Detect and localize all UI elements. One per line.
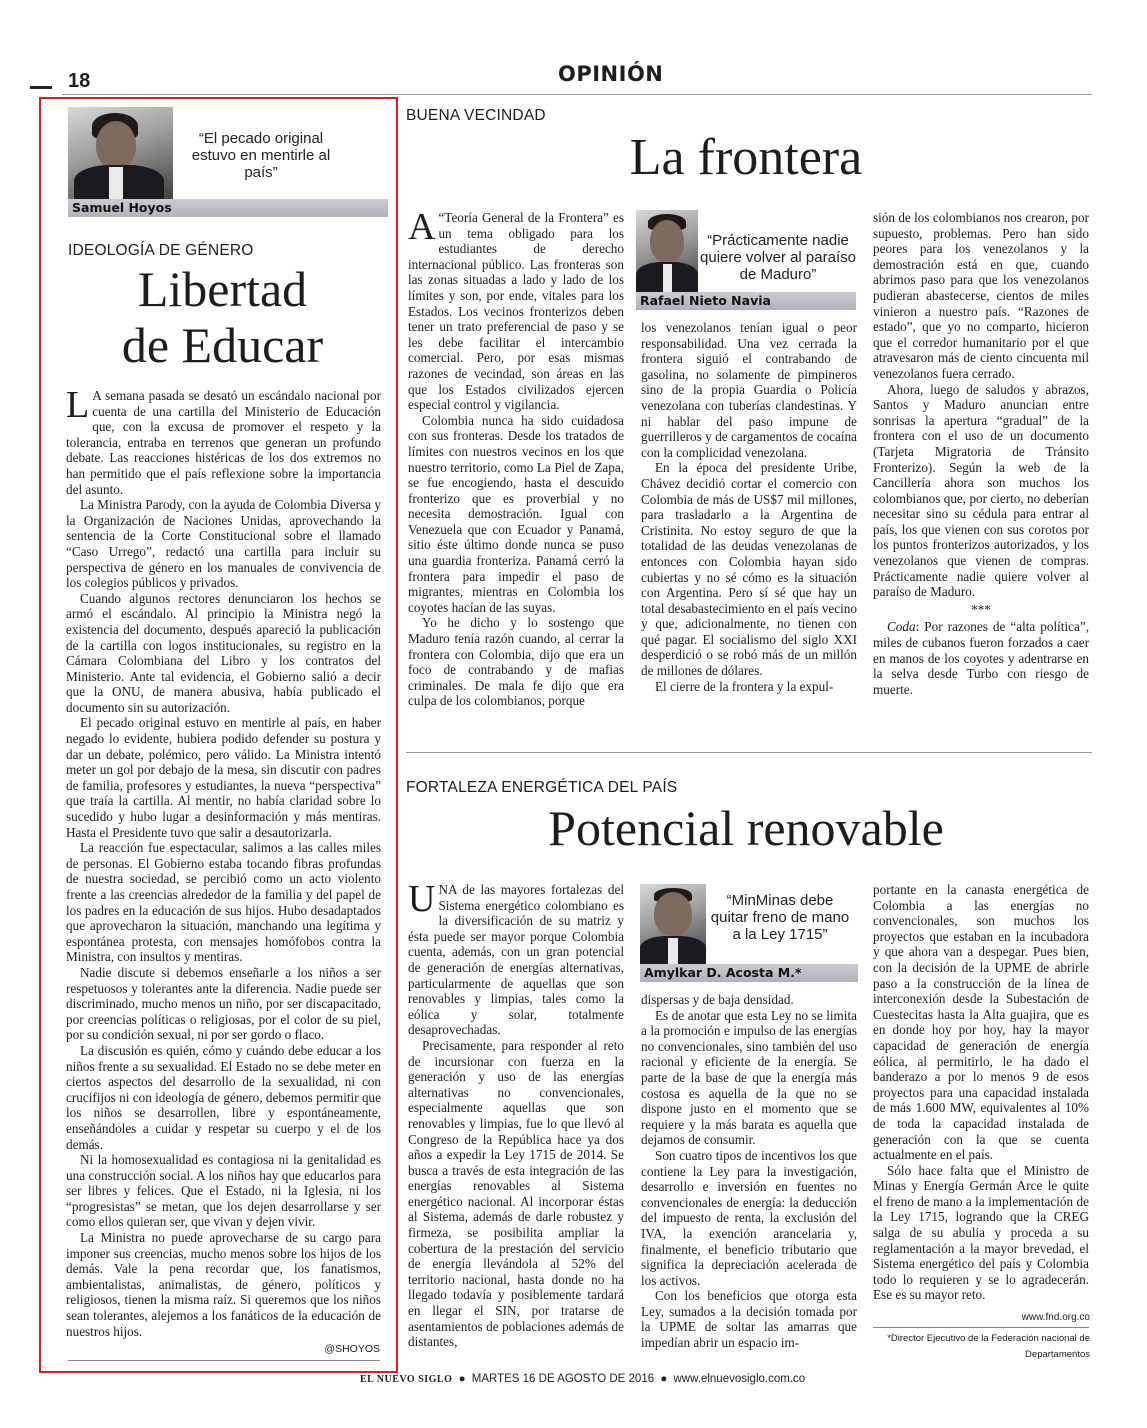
bottom-col-2 [641,992,857,1351]
paragraph: La Ministra Parody, con la ayuda de Colombia Diversa y la Organización de Naciones Unidas, aprovechando la sentencia de la Corte Constitucional sobre el llamado “Caso Urrego”, redactó una cartilla para incluir su perspectiva de género en los manuales de convivencia de los colegios públicos y privados. [66,497,381,591]
coda-text: : Por razones de “alta política”, miles de cubanos fueron forzados a caer en manos de los coyotes y adentrarse en la selva desde Turbo con riesgo de muerte. [873,619,1089,697]
footer [360,1370,1060,1388]
paragraph: En la época del presidente Uribe, Chávez decidió cortar el comercio con Colombia de más de US$7 mil millones, para trasladarlo a la Argentina de Cristinita. No estoy seguro de que la totalidad de las deudas venezolanas de entonces con Colombia hayan sido cubiertas y no sé cómo es la situación con Argentina. Pero sí sé que hay un total desabastecimiento en el país vecino y que, adicionalmente, no tienen con qué pagar. El socialismo del siglo XXI desperdició o se robó más de un millón de millones de dólares. [641,460,857,679]
left-end-rule [68,1360,380,1361]
bullet-icon: ● [458,1373,466,1385]
footnote-rule [873,1327,1089,1328]
paragraph: A semana pasada se desató un escándalo nacional por cuenta de una cartilla del Ministerio de Educación que, con la excusa de promover el respeto y la tolerancia, entraba en terrenos que generan un profundo debate. Las reacciones histéricas de los dos extremos no han permitido que el país reflexione sobre la importancia del asunto. [66,388,381,497]
top-col-2 [641,320,857,694]
paragraph: El cierre de la frontera y la expul- [655,678,834,694]
paragraph: La discusión es quién, cómo y cuándo debe educar a los niños frente a su sexualidad. El Estado no se debe meter en ciertos aspectos del desarrollo de la sexualidad, ni con crucifijos ni con ideología de género, debemos permitir que los niños se desarrollen, libre y espontáneamente, enseñándoles a cuidar y respetar su cuerpo y el de los demás. [66,1042,381,1152]
paragraph: La reacción fue espectacular, salimos a las calles miles de personas. El Gobierno estaba tocando fibras profundas de nuestra sociedad, se percibió como un acto violento frente a las creencias alrededor de la familia y del papel de los padres en la educación de sus hijos. Hubo desadaptados que aprovecharon la situación, manchando una legítima y espontánea protesta, con mensajes homófobos contra la Ministra, con insultos y mentiras. [66,840,381,965]
footer-brand: EL NUEVO SIGLO [360,1374,453,1385]
author-footnote: *Director Ejecutivo de la Federación nacional de Departamentos [887,1333,1090,1360]
kicker-left: IDEOLOGÍA DE GÉNERO [68,242,254,259]
bottom-col-3 [873,882,1089,1303]
bottom-col-1 [408,878,624,1350]
dropcap-top: A [408,206,436,248]
paragraph: Ahora, luego de saludos y abrazos, Santos y Maduro anuncian entre sonrisas la apertura “gradual” de la frontera con el uso de un documento (Tarjeta Migratoria de Tránsito Fronterizo). Según la web de la Cancillería ahora son muchos los colombianos que, por cierto, no deberían necesitar sino su cédula para entrar al país, los que vienen con sus corotos por los puntos fronterizos autorizados, y los venezolanos que vienen de compras. Prácticamente nadie quiere volver al paraíso de Maduro. [873,381,1089,600]
kicker-bottom: FORTALEZA ENERGÉTICA DEL PAÍS [406,779,678,796]
headline-left-line2: de Educar [121,317,324,373]
article-divider [406,752,1092,753]
paragraph: Ni la homosexualidad es contagiosa ni la genitalidad es una construcción social. A los niños hay que educarlos para ser libres y felices. Que el Estado, ni la Iglesia, ni los “progresistas” se metan, que los dejen desarrollarse y ser como ellos quieran ser, que vivan y dejen vivir. [66,1152,381,1230]
top-col-1 [408,206,624,709]
author-name-samuel-hoyos: Samuel Hoyos [68,199,388,217]
paragraph: Es de anotar que esta Ley no se limita a la promoción e impulso de las energías no convencionales, sino también del uso racional y eficiente de la energía. Se parte de la base de que la energía más costosa es aquella de la que no se dispone justo en el momento que se requiere y la más barata es aquella que dejamos de consumir. [641,1007,857,1148]
author-photo-samuel-hoyos [68,107,173,203]
page-number: 18 [68,70,91,92]
paragraph: Cuando algunos rectores denunciaron los hechos se armó el escándalo. Al principio la Ministra negó la existencia del documento, después apareció la publicación de la cartilla con logos institucionales, su registro en la Cámara Colombiana del Libro y los contratos del Ministerio. Ante tal evidencia, el Gobierno salió a decir que la ONU, de manera abusiva, había publicado el documento sin su autorización. [66,590,381,715]
pull-quote-left: “El pecado original estuvo en mentirle al país” [191,130,331,181]
article-body-left [66,384,381,1339]
separator: *** [971,601,991,617]
author-name-rafael-nieto: Rafael Nieto Navia [636,292,856,310]
page-corner-mark [30,86,52,89]
paragraph: Con los beneficios que otorga esta Ley, sumados a la decisión tomada por la UPME de soltar las amarras que impedían abrir un espacio im- [641,1288,857,1351]
author-name-amylkar-acosta: Amylkar D. Acosta M.* [640,964,858,982]
kicker-top: BUENA VECINDAD [406,107,546,124]
paragraph: portante en la canasta energética de Colombia a las energías no convencionales, son muchos los proyectos que estaban en la incubadora y que ahora van a despegar. Pues bien, con la decisión de la UPME de abrirle paso a la construcción de la línea de interconexión desde la Subestación de Cuestecitas hasta la Alta guajira, que es en donde hoy por hoy, hay la mayor capacidad de generación de energía eólica, al permitirlo, le ha dado el banderazo a por lo menos 9 de esos proyectos para una capacidad instalada de más 1.600 MW, equivalentes al 10% de toda la capacidad instalada de generación con la que se cuenta actualmente en el país. [873,882,1089,1163]
pull-quote-bottom: “MinMinas debe quitar freno de mano a la Ley 1715” [710,892,850,943]
paragraph: “Teoría General de la Frontera” es un tema obligado para los estudiantes de derecho internacional público. Las fronteras son las zonas situadas a lado y lado de los límites y son, por ende, vitales para los Estados. Los vecinos fronterizos deben tener un trato preferencial de paso y se les debe facilitar el intercambio comercial. Pero, por esas mismas razones de vecindad, son áreas en las que los Estados civilizados ejercen especial control y vigilancia. [408,210,624,413]
paragraph: sión de los colombianos nos crearon, por supuesto, problemas. Pero han sido peores para los venezolanos y la demostración está en que, cuando abrimos paso para que los venezolanos pudieran abastecerse, cientos de miles vinieron a nuestro país. “Razones de estado”, que yo no comparto, hicieron que el corredor humanitario por el que atravesaron más de ciento cincuenta mil venezolanos fuera cerrado. [873,210,1089,381]
author-handle: @SHOYOS [324,1343,380,1355]
paragraph: NA de las mayores fortalezas del Sistema energético colombiano es la diversificación de su matriz y ésta puede ser mayor porque Colombia cuenta, además, con un gran potencial de generación de energías alternativas, particularmente de aquellas que son renovables y limpias, tales como la eólica y solar, totalmente desaprovechadas. [408,882,624,1038]
dropcap-bottom: U [408,878,436,920]
paragraph: Sólo hace falta que el Ministro de Minas y Energía Germán Arce le quite el freno de mano a la implementación de la Ley 1715, logrando que la CREG salga de su abulia y proceda a su reglamentación a la mayor brevedad, el Sistema energético del país y Colombia todo lo requieren y se lo agradecerán. Ese es su mayor reto. [873,1162,1089,1303]
paragraph: Yo he dicho y lo sostengo que Maduro tenía razón cuando, al cerrar la frontera con Colombia, dijo que era un foco de contrabando y de mafias criminales. De mala fe dijo que era culpa de los colombianos, porque [408,615,624,709]
paragraph: Nadie discute si debemos enseñarle a los niños a ser respetuosos y tolerantes ante la diferencia. Nadie puede ser discriminado, mucho menos un niño, por ser discapacitado, por creencias políticas o religiosas, por el color de su piel, por su condición sexual, ni por ser gordo o flaco. [66,964,381,1043]
paragraph: los venezolanos tenían igual o peor responsabilidad. Una vez cerrada la frontera siguió el contrabando de gasolina, no solamente de pimpineros sino de la propia Guardia o Policía venezolana con tuberías clandestinas. Y ni hablar del paso impune de guerrilleros y de cargamentos de cocaína con la complicidad venezolana. [641,320,857,460]
paragraph: Son cuatro tipos de incentivos los que contiene la Ley para la investigación, desarrollo e inversión en fuentes no convencionales de energía: la deducción del impuesto de renta, la exclusión del IVA, la exención arancelaria y, finalmente, el beneficio tributario que significa la depreciación acelerada de los activos. [641,1147,857,1288]
headline-top: La frontera [629,129,863,186]
paragraph: dispersas y de baja densidad. [641,992,794,1007]
headline-bottom: Potencial renovable [548,800,944,856]
top-col-3 [873,210,1089,697]
paragraph: La Ministra no puede aprovecharse de su cargo para imponer sus creencias, mucho menos sobre los hijos de los demás. Vale la pena recordar que, los fanatismos, ambientalistas, animalistas, de género, políticos y religiosos, tienen la misma raíz. Si queremos que los niños sean tolerantes, alejemos a los fanáticos de la educación de nuestros hijos. [66,1230,381,1339]
pull-quote-top: “Prácticamente nadie quiere volver al paraíso de Maduro” [700,232,856,283]
author-photo-rafael-nieto [636,210,698,292]
bullet-icon: ● [660,1373,668,1385]
coda-label: Coda [887,619,916,635]
paragraph: Colombia nunca ha sido cuidadosa con sus fronteras. Desde los tratados de límites con nuestros vecinos en los que nuestro territorio, como La Piel de Zapa, se fue encogiendo, hasta el descuido fronterizo que es proverbial y no necesita demostración. Igual con Venezuela que con Ecuador y Panamá, sitio éste último donde nunca se puso una guardia fronteriza. Panamá cerró la frontera para impedir el paso de migrantes, mientras en Colombia los coyotes hacían de las suyas. [408,412,624,615]
header-rule [62,94,1092,95]
section-title: OPINIÓN [558,62,664,86]
headline-left-line1: Libertad [137,261,308,317]
footer-date: MARTES 16 DE AGOSTO DE 2016 [471,1373,655,1385]
paragraph: Precisamente, para responder al reto de incursionar con fuerza en la generación y uso de las energías alternativas no convencionales, especialmente aquellas que son renovables y limpias, fue lo que llevó al Congreso de la República hace ya dos años a expedir la Ley 1715 de 2014. Se busca a través de esta integración de las energías renovables al Sistema energético nacional. Al incorporar éstas al Sistema, además de darle robustez y firmeza, se posibilita ampliar la cobertura de la prestación del servicio de energía llevándola al 52% del territorio nacional, hasta donde no ha llegado todavía y posiblemente tardará en llegar el SIN, por tratarse de asentamientos de poblaciones además de distantes, [408,1037,624,1350]
organization-url: www.fnd.org.co [1021,1312,1090,1323]
dropcap-left: L [66,384,90,426]
author-photo-amylkar-acosta [640,884,706,964]
footer-website: www.elnuevosiglo.com.co [673,1373,806,1385]
paragraph: El pecado original estuvo en mentirle al país, en haber negado lo evidente, hubiera podido defender su postura y dar un debate, polémico, pero válido. La Ministra intentó meter un gol por debajo de la mesa, sin discutir con padres de familia, profesores y estudiantes, la nueva “perspectiva” que traía la cartilla. Al mentir, no había claridad sobre lo sucedido y hubo lugar a desinformación y más mentiras. Hasta el Presidente tuvo que salir a desautorizarla. [66,715,381,840]
